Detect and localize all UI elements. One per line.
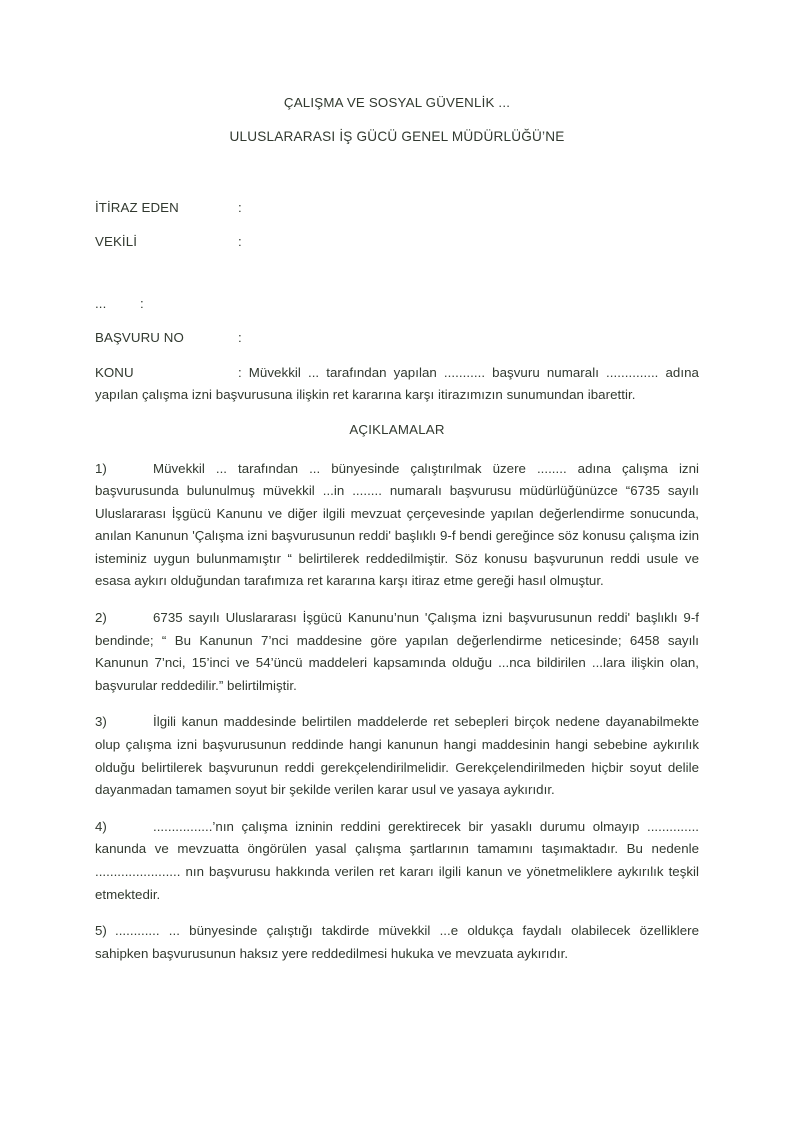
document-content — [95, 0, 699, 965]
field-colon-vekili: : — [238, 233, 242, 249]
paragraph-1 — [95, 458, 699, 594]
field-label-other: ... — [95, 296, 107, 311]
paragraph-4-number: 4) — [95, 818, 107, 834]
field-spacer — [95, 258, 699, 287]
paragraph-2-number: 2) — [95, 610, 107, 626]
field-label-basvuru-no: BAŞVURU NO — [95, 329, 184, 345]
field-colon-itiraz-eden: : — [238, 200, 242, 215]
paragraph-3-number: 3) — [95, 714, 107, 730]
paragraph-1-text: Müvekkil ... tarafından ... bünyesinde çalıştırılmak üzere ........ adına çalışma izni başvurusunda bulunulmuş müvekkil ...in ........ numaralı başvurusu müdürlüğünüzce “6735 sayılı Uluslararası İşgücü Kanunu ve diğer ilgili mevzuat çerçevesinde yapılan değerlendirme sonucunda, anılan Kanunun 'Çalışma izni başvurusunun reddi' başlıklı 9-f bendi gereğince söz konusu çalışma izin isteminiz uygun bulunmamıştır “ belirtilerek reddedilmiştir. Söz konusu başvurunun reddi usule ve esasa aykırı olduğundan tarafımıza ret kararına karşı itiraz etme gereği hasıl olmuştur. — [95, 460, 699, 589]
section-heading-aciklamalar: AÇIKLAMALAR — [349, 421, 445, 437]
field-label-vekili: VEKİLİ — [95, 233, 137, 249]
konu-text: : Müvekkil ... tarafından yapılan ........... başvuru numaralı .............. adına yapılan çalışma izni başvurusuna ilişkin ret kararına karşı itirazımızın sunumundan ibarettir. — [95, 364, 699, 402]
konu-label: KONU — [95, 364, 134, 380]
paragraph-2-text: 6735 sayılı Uluslararası İşgücü Kanunu’nun 'Çalışma izni başvurusunun reddi' başlıklı 9-f bendinde; “ Bu Kanunun 7’nci maddesine göre yapılan değerlendirme neticesinde; 6458 sayılı Kanunun 7’nci, 15’inci ve 54’üncü maddeleri kapsamında olduğu ...nca bildirilen ...lara ilişkin olan, başvurular reddedilir.” belirtilmiştir. — [95, 610, 699, 693]
field-row-other — [95, 287, 699, 321]
field-colon-basvuru-no: : — [238, 329, 242, 345]
paragraph-5-text: ............ ... bünyesinde çalıştığı takdirde müvekkil ...e oldukça faydalı olabilecek özelliklere sahipken başvurusunun haksız yere reddedilmesi hukuka ve mevzuata aykırıdır. — [95, 923, 699, 961]
paragraph-3 — [95, 711, 699, 801]
document-header — [95, 86, 699, 154]
field-colon-other: : — [140, 296, 144, 311]
paragraph-5-number: 5) — [95, 923, 107, 939]
field-label-itiraz-eden: İTİRAZ EDEN — [95, 200, 179, 215]
paragraph-4 — [95, 816, 699, 906]
konu-block — [95, 362, 699, 407]
paragraph-1-number: 1) — [95, 460, 107, 476]
paragraph-3-text: İlgili kanun maddesinde belirtilen maddelerde ret sebepleri birçok nedene dayanabilmekte olup çalışma izni başvurusunun reddinde hangi kanunun hangi maddesinin hangi sebebine aykırılık olduğu belirtilerek başvurunun reddi gerekçelendirilmelidir. Gerekçelendirilmeden hiçbir soyut delile dayanmadan tamamen soyut bir şekilde verilen karar usul ve yasaya aykırıdır. — [95, 714, 699, 798]
party-fields — [95, 191, 699, 354]
field-row-vekili — [95, 225, 699, 259]
paragraph-5 — [95, 920, 699, 965]
field-row-basvuru-no — [95, 321, 699, 355]
addressee-line-2: ULUSLARARASI İŞ GÜCÜ GENEL MÜDÜRLÜĞÜ’NE — [229, 129, 565, 144]
paragraph-2 — [95, 607, 699, 697]
paragraph-4-text: ................’nın çalışma izninin reddini gerektirecek bir yasaklı durumu olmayıp .............. kanunda ve mevzuatta öngörülen yasal çalışma şartlarının tamamını taşımaktadır. Bu nedenle ....................... nın başvurusu hakkında verilen ret kararı ilgili kanun ve yönetmeliklere aykırılık teşkil etmektedir. — [95, 818, 699, 902]
addressee-line-1: ÇALIŞMA VE SOSYAL GÜVENLİK ... — [283, 95, 511, 110]
field-row-itiraz-eden — [95, 191, 699, 225]
